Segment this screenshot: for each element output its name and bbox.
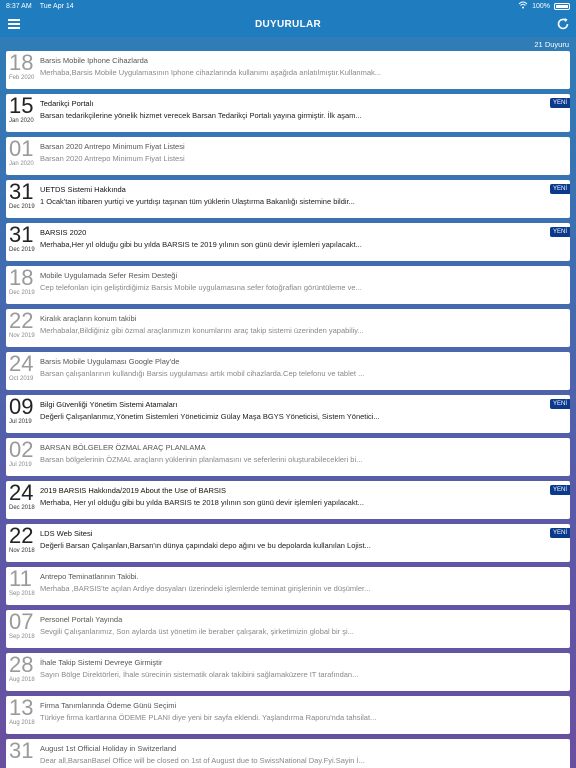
item-day: 01 bbox=[9, 136, 34, 161]
item-summary: Cep telefonları için geliştirdiğimiz Barsis Mobile uygulamasına sefer fotoğrafları görüntüleme ve... bbox=[40, 283, 362, 292]
text-block bbox=[40, 137, 570, 163]
item-month: Dec 2019 bbox=[9, 204, 35, 210]
item-month: Dec 2019 bbox=[9, 290, 35, 296]
item-summary: Merhaba ,BARSIS'te açılan Ardiye dosyaları üzerindeki işlemlerde teminat girişlerinin ve düşümler... bbox=[40, 584, 371, 593]
text-block bbox=[40, 610, 570, 636]
new-badge: YENİ bbox=[550, 485, 570, 495]
item-title: UETDS Sistemi Hakkında bbox=[40, 185, 126, 194]
list-item[interactable] bbox=[6, 481, 570, 519]
text-block bbox=[40, 567, 570, 593]
list-item[interactable] bbox=[6, 395, 570, 433]
item-summary: Barsan tedarikçilerine yönelik hizmet verecek Barsan Tedarikçi Portalı yayına girmiştir. İlk aşam... bbox=[40, 111, 362, 120]
item-summary: Merhaba, Her yıl olduğu gibi bu yılda BARSIS te 2018 yılının son günü devir işlemleri yapılacakt... bbox=[40, 498, 364, 507]
text-block bbox=[40, 180, 570, 206]
announcement-count: 21 Duyuru bbox=[534, 40, 569, 49]
item-summary: Sayın Bölge Direktörleri, İhale sürecinin sistematik olarak takibini sağlamaküzere IT tarafından... bbox=[40, 670, 359, 679]
date-block bbox=[6, 524, 40, 554]
status-date: Tue Apr 14 bbox=[39, 2, 74, 10]
list-item[interactable] bbox=[6, 610, 570, 648]
new-badge: YENİ bbox=[550, 227, 570, 237]
date-block bbox=[6, 395, 40, 425]
item-day: 07 bbox=[9, 609, 34, 634]
item-month: Aug 2018 bbox=[9, 720, 35, 726]
item-day: 11 bbox=[9, 566, 32, 591]
date-block bbox=[6, 438, 40, 468]
item-title: Tedarikçi Portalı bbox=[40, 99, 94, 108]
list-item[interactable] bbox=[6, 524, 570, 562]
date-block bbox=[6, 180, 40, 210]
item-summary: Dear all,BarsanBasel Office will be closed on 1st of August due to SwissNational Day.Fyi.Sayin İ... bbox=[40, 756, 365, 765]
item-month: Oct 2019 bbox=[9, 376, 34, 382]
list-item[interactable] bbox=[6, 137, 570, 175]
item-day: 28 bbox=[9, 652, 34, 677]
status-time: 8:37 AM bbox=[6, 2, 32, 10]
item-summary: Merhaba,Barsis Mobile Uygulamasının Iphone cihazlarında kullanımı aşağıda anlatılmıştır.Kullanmak... bbox=[40, 68, 382, 77]
date-block bbox=[6, 481, 40, 511]
item-day: 18 bbox=[9, 265, 34, 290]
list-item[interactable] bbox=[6, 266, 570, 304]
text-block bbox=[40, 94, 570, 120]
item-summary: Türkiye firma kartlarına ÖDEME PLANI diye yeni bir sayfa eklendi. Yaşlandırma Raporu'nda tahsilat... bbox=[40, 713, 377, 722]
item-title: BARSIS 2020 bbox=[40, 228, 87, 237]
item-day: 24 bbox=[9, 351, 34, 376]
date-block bbox=[6, 94, 40, 124]
item-summary: Barsan bölgelerinin ÖZMAL araçların yüklerinin planlamasını ve seferlerini oluşturabilecekleri bi... bbox=[40, 455, 363, 464]
item-title: Personel Portalı Yayında bbox=[40, 615, 123, 624]
item-title: Kiralık araçların konum takibi bbox=[40, 314, 137, 323]
status-bar bbox=[0, 0, 576, 12]
battery-icon bbox=[554, 3, 570, 10]
item-summary: Barsan çalışanlarının kullandığı Barsis uygulaması artık mobil cihazlarda.Cep telefonu ve tablet ... bbox=[40, 369, 365, 378]
item-summary: Barsan 2020 Antrepo Minimum Fiyat Listesi bbox=[40, 154, 185, 163]
date-block bbox=[6, 266, 40, 296]
item-title: BARSAN BÖLGELER ÖZMAL ARAÇ PLANLAMA bbox=[40, 443, 206, 452]
text-block bbox=[40, 739, 570, 765]
item-summary: 1 Ocak'tan itibaren yurtiçi ve yurtdışı taşınan tüm yüklerin Ulaştırma Bakanlığı sistemine bildir... bbox=[40, 197, 355, 206]
item-title: 2019 BARSIS Hakkında/2019 About the Use of BARSIS bbox=[40, 486, 226, 495]
item-day: 15 bbox=[9, 93, 34, 118]
battery-percent: 100% bbox=[532, 2, 550, 10]
item-title: LDS Web Sitesi bbox=[40, 529, 93, 538]
announcement-list bbox=[0, 51, 576, 768]
list-item[interactable] bbox=[6, 94, 570, 132]
text-block bbox=[40, 309, 570, 335]
date-block bbox=[6, 352, 40, 382]
item-title: Firma Tanımlarında Ödeme Günü Seçimi bbox=[40, 701, 177, 710]
page-title: DUYURULAR bbox=[254, 19, 322, 30]
item-month: Feb 2020 bbox=[9, 75, 35, 81]
item-title: Barsan 2020 Antrepo Minimum Fiyat Listesi bbox=[40, 142, 185, 151]
item-day: 18 bbox=[9, 50, 34, 75]
text-block bbox=[40, 653, 570, 679]
text-block bbox=[40, 395, 570, 421]
date-block bbox=[6, 309, 40, 339]
item-title: Mobile Uygulamada Sefer Resim Desteği bbox=[40, 271, 178, 280]
date-block bbox=[6, 653, 40, 683]
list-item[interactable] bbox=[6, 438, 570, 476]
date-block bbox=[6, 223, 40, 253]
item-summary: Merhabalar,Bildiğiniz gibi özmal araçlarımızın konumlarını araç takip sistemi üzerinden yapabiliy... bbox=[40, 326, 364, 335]
date-block bbox=[6, 696, 40, 726]
item-title: İhale Takip Sistemi Devreye Girmiştir bbox=[40, 658, 163, 667]
item-day: 22 bbox=[9, 308, 34, 333]
item-month: Sep 2018 bbox=[9, 591, 35, 597]
list-item[interactable] bbox=[6, 352, 570, 390]
item-day: 31 bbox=[9, 222, 34, 247]
item-title: August 1st Official Holiday in Switzerland bbox=[40, 744, 177, 753]
text-block bbox=[40, 352, 570, 378]
item-summary: Merhaba,Her yıl olduğu gibi bu yılda BARSIS te 2019 yılının son günü devir işlemleri yapılacakt... bbox=[40, 240, 362, 249]
date-block bbox=[6, 739, 40, 763]
item-day: 31 bbox=[9, 179, 34, 204]
new-badge: YENİ bbox=[550, 399, 570, 409]
wifi-icon bbox=[518, 1, 528, 11]
item-title: Bilgi Güvenliği Yönetim Sistemi Atamaları bbox=[40, 400, 178, 409]
item-day: 31 bbox=[9, 738, 34, 763]
item-day: 02 bbox=[9, 437, 34, 462]
item-month: Jul 2019 bbox=[9, 462, 32, 468]
text-block bbox=[40, 266, 570, 292]
refresh-icon[interactable] bbox=[556, 17, 570, 31]
list-item[interactable] bbox=[6, 739, 570, 768]
list-item[interactable] bbox=[6, 653, 570, 691]
text-block bbox=[40, 438, 570, 464]
item-month: Jul 2019 bbox=[9, 419, 32, 425]
text-block bbox=[40, 51, 570, 77]
item-day: 09 bbox=[9, 394, 34, 419]
item-month: Dec 2019 bbox=[9, 247, 35, 253]
list-item[interactable] bbox=[6, 696, 570, 734]
menu-icon[interactable] bbox=[8, 18, 20, 30]
text-block bbox=[40, 223, 570, 249]
item-summary: Değerli Barsan Çalışanları,Barsan'ın dünya çapındaki depo ağını ve bu depolarda kullanılan Lojist... bbox=[40, 541, 371, 550]
item-month: Jan 2020 bbox=[9, 118, 34, 124]
list-item[interactable] bbox=[6, 309, 570, 347]
item-month: Jan 2020 bbox=[9, 161, 34, 167]
text-block bbox=[40, 696, 570, 722]
new-badge: YENİ bbox=[550, 184, 570, 194]
item-day: 13 bbox=[9, 695, 34, 720]
item-month: Dec 2018 bbox=[9, 505, 35, 511]
new-badge: YENİ bbox=[550, 528, 570, 538]
item-month: Nov 2018 bbox=[9, 548, 35, 554]
item-day: 22 bbox=[9, 523, 34, 548]
item-month: Aug 2018 bbox=[9, 677, 35, 683]
text-block bbox=[40, 481, 570, 507]
item-title: Antrepo Teminatlarının Takibi. bbox=[40, 572, 139, 581]
date-block bbox=[6, 137, 40, 167]
date-block bbox=[6, 567, 40, 597]
date-block bbox=[6, 51, 40, 81]
text-block bbox=[40, 524, 570, 550]
list-item[interactable] bbox=[6, 567, 570, 605]
nav-bar bbox=[0, 12, 576, 37]
list-item[interactable] bbox=[6, 51, 570, 89]
item-month: Nov 2019 bbox=[9, 333, 35, 339]
item-month: Sep 2018 bbox=[9, 634, 35, 640]
item-title: Barsis Mobile Iphone Cihazlarda bbox=[40, 56, 148, 65]
item-title: Barsis Mobile Uygulaması Google Play'de bbox=[40, 357, 180, 366]
list-item[interactable] bbox=[6, 223, 570, 261]
list-item[interactable] bbox=[6, 180, 570, 218]
item-day: 24 bbox=[9, 480, 34, 505]
item-summary: Sevgili Çalışanlarımız, Son aylarda üst yönetim ile beraber çalışarak, şirketimizin global bir şi... bbox=[40, 627, 354, 636]
item-summary: Değerli Çalışanlarımız,Yönetim Sistemleri Yöneticimiz Gülay Maşa BGYS Yöneticisi, Sistem Yönetici... bbox=[40, 412, 380, 421]
new-badge: YENİ bbox=[550, 98, 570, 108]
date-block bbox=[6, 610, 40, 640]
